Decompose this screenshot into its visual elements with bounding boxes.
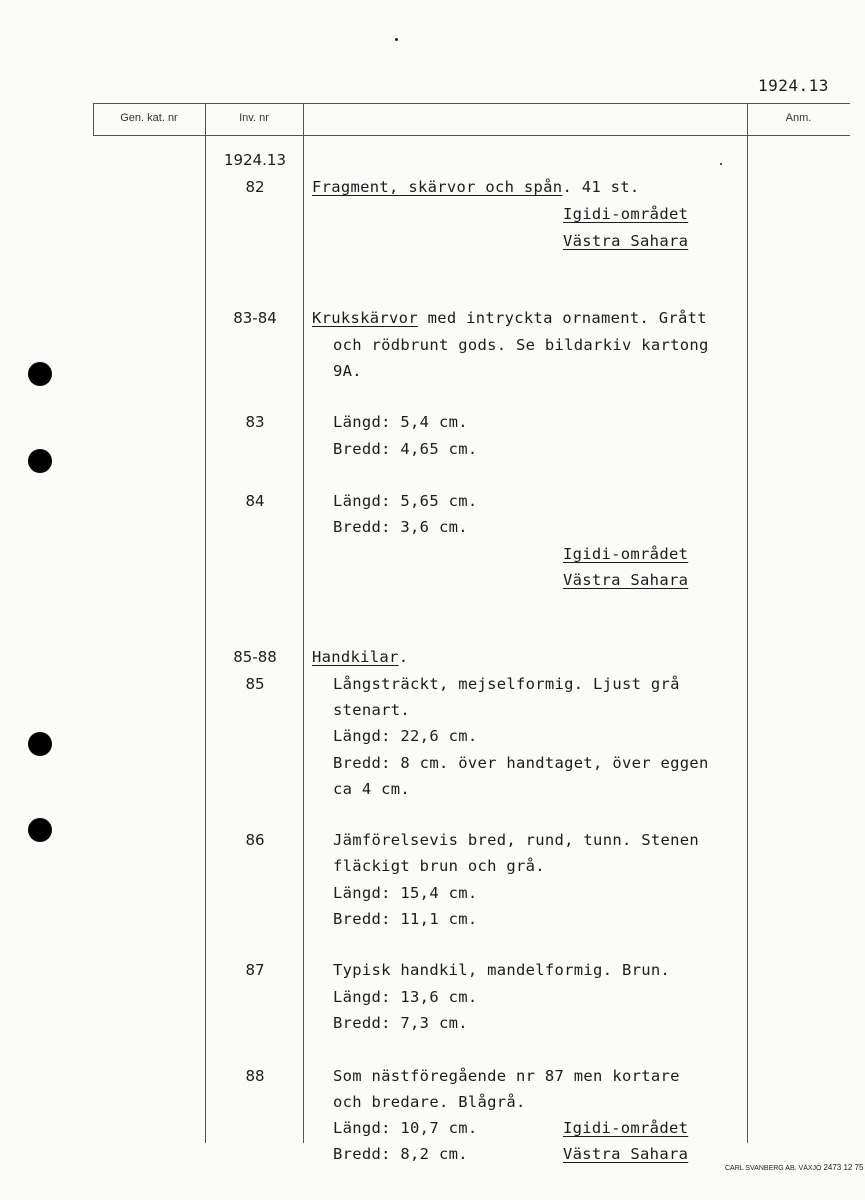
entry-87-line: Längd: 13,6 cm. <box>333 988 478 1006</box>
punch-hole <box>28 449 52 473</box>
entry-86-line: Jämförelsevis bred, rund, tunn. Stenen <box>333 831 700 849</box>
entry-86-line: fläckigt brun och grå. <box>333 857 545 875</box>
entry-84-line: Bredd: 3,6 cm. <box>333 518 468 536</box>
location-region: Igidi-området <box>563 545 689 563</box>
inv-number: 85 <box>245 675 265 693</box>
entry-83-84-title: Krukskärvor <box>312 309 418 327</box>
inv-number: 83-84 <box>233 309 277 327</box>
entry-85-line: stenart. <box>333 701 411 719</box>
entry-82-title: Fragment, skärvor och spån <box>312 178 563 196</box>
header-inv-nr: Inv. nr <box>239 112 269 124</box>
col-divider-3 <box>747 103 748 1143</box>
entry-87-line: Typisk handkil, mandelformig. Brun. <box>333 961 671 979</box>
inv-number: 87 <box>245 961 265 979</box>
page-number: 1924.13 <box>758 76 829 95</box>
entry-86-line: Längd: 15,4 cm. <box>333 884 478 902</box>
entry-88-line: Som nästföregående nr 87 men kortare <box>333 1067 680 1085</box>
entry-83-line: Längd: 5,4 cm. <box>333 413 468 431</box>
speck <box>720 163 722 165</box>
inv-number: 84 <box>245 492 265 510</box>
location-country: Västra Sahara <box>563 571 689 589</box>
printer-name: CARL SVANBERG AB. VÄXJÖ <box>725 1165 822 1172</box>
entry-82-rest: . 41 st. <box>562 178 640 196</box>
col-divider-2 <box>303 103 304 1143</box>
entry-83-84-rest: med intryckta ornament. Grått <box>417 309 707 327</box>
header-gen-kat-nr: Gen. kat. nr <box>120 112 178 124</box>
entry-87-line: Bredd: 7,3 cm. <box>333 1014 468 1032</box>
table-top-border <box>93 103 850 104</box>
entry-83-84-text <box>312 309 707 327</box>
entry-85-88-title: Handkilar <box>312 648 399 666</box>
entry-82-text <box>312 178 640 196</box>
col-divider-1 <box>205 103 206 1143</box>
entry-83-line: Bredd: 4,65 cm. <box>333 440 478 458</box>
header-anm: Anm. <box>785 112 812 124</box>
inv-number: 83 <box>245 413 265 431</box>
entry-85-line: Långsträckt, mejselformig. Ljust grå <box>333 675 680 693</box>
entry-85-line: Längd: 22,6 cm. <box>333 727 478 745</box>
location-region: Igidi-området <box>563 1119 689 1137</box>
inv-number: 1924.13 <box>223 151 287 169</box>
speck <box>395 38 398 41</box>
location-region: Igidi-området <box>563 205 689 223</box>
inv-number: 85-88 <box>233 648 277 666</box>
entry-88-line: Längd: 10,7 cm. <box>333 1119 478 1137</box>
punch-hole <box>28 818 52 842</box>
punch-hole <box>28 732 52 756</box>
entry-85-88-rest: . <box>398 648 409 666</box>
entry-83-84-line: och rödbrunt gods. Se bildarkiv kartong <box>333 336 709 354</box>
header-bottom-border <box>93 135 850 136</box>
entry-83-84-line: 9A. <box>333 362 362 380</box>
entry-88-line: och bredare. Blågrå. <box>333 1093 526 1111</box>
form-code: 2473 12 75 <box>823 1163 864 1172</box>
entry-88-line: Bredd: 8,2 cm. <box>333 1145 468 1163</box>
entry-85-line: ca 4 cm. <box>333 780 411 798</box>
location-country: Västra Sahara <box>563 1145 689 1163</box>
printer-mark <box>725 1163 863 1172</box>
punch-hole <box>28 362 52 386</box>
entry-86-line: Bredd: 11,1 cm. <box>333 910 478 928</box>
entry-85-line: Bredd: 8 cm. över handtaget, över eggen <box>333 754 709 772</box>
inv-number: 88 <box>245 1067 265 1085</box>
entry-85-88-text <box>312 648 408 666</box>
entry-84-line: Längd: 5,65 cm. <box>333 492 478 510</box>
inv-number: 82 <box>245 178 265 196</box>
location-country: Västra Sahara <box>563 232 689 250</box>
inv-number: 86 <box>245 831 265 849</box>
